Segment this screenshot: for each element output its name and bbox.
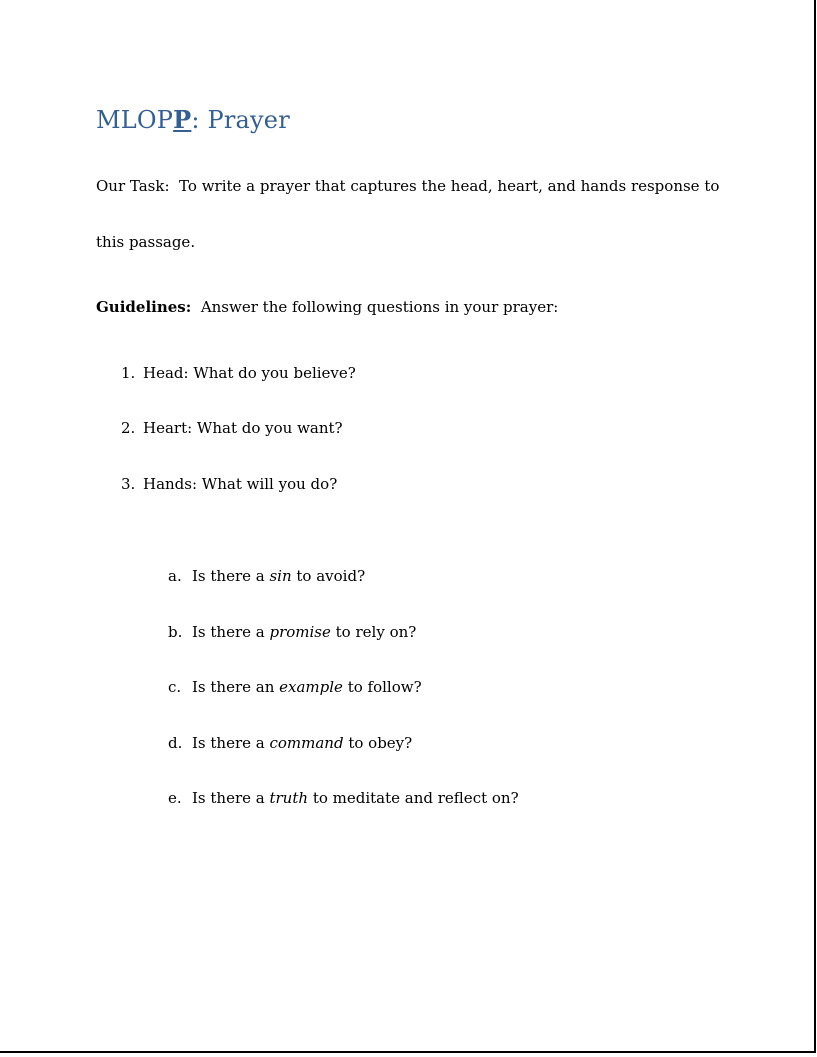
title-prefix: MLOP	[96, 106, 174, 134]
item-text-post: to avoid?	[291, 567, 366, 585]
item-text-post: to follow?	[342, 678, 422, 696]
list-item-marker: 2.	[121, 419, 136, 437]
list-item	[96, 364, 736, 383]
lettered-sub-list	[96, 530, 736, 845]
list-item	[96, 789, 736, 808]
numbered-list	[96, 327, 736, 531]
item-text-pre: Is there a	[192, 789, 270, 807]
item-text-pre: Is there a	[192, 622, 270, 641]
item-text-post: to rely on?	[330, 622, 417, 641]
list-item-text	[192, 623, 416, 642]
item-text-pre: Is there an	[192, 678, 280, 696]
list-item-text: Head: What do you believe?	[143, 363, 356, 382]
page-title	[96, 104, 736, 136]
item-keyword: promise	[269, 622, 331, 641]
list-item-marker: b.	[168, 622, 183, 641]
task-paragraph-line2: this passage.	[96, 232, 196, 251]
list-item-text: Hands: What will you do?	[143, 474, 338, 493]
list-item	[96, 678, 736, 697]
document-content	[96, 104, 736, 845]
list-item-marker: d.	[168, 733, 183, 752]
list-item-text	[192, 789, 519, 808]
page-border-right	[814, 0, 816, 1053]
guidelines-paragraph	[96, 298, 736, 317]
guidelines-text: Answer the following questions in your prayer:	[191, 298, 559, 316]
list-item-text	[192, 678, 422, 697]
item-text-pre: Is there a	[192, 733, 270, 752]
task-paragraph	[96, 140, 736, 288]
list-item	[96, 419, 736, 438]
list-item-text	[192, 567, 365, 586]
item-keyword: sin	[269, 567, 292, 585]
title-suffix: : Prayer	[191, 106, 290, 134]
list-item-marker: c.	[168, 678, 182, 696]
list-item-marker: a.	[168, 567, 182, 585]
list-item	[96, 734, 736, 753]
guidelines-label: Guidelines:	[96, 298, 192, 316]
list-item-marker: 1.	[121, 363, 136, 382]
list-item	[96, 567, 736, 586]
list-item-marker: e.	[168, 789, 182, 807]
task-paragraph-line1: Our Task: To write a prayer that captures the head, heart, and hands response to	[96, 177, 720, 195]
list-item	[96, 475, 736, 494]
list-item	[96, 623, 736, 642]
list-item-marker: 3.	[121, 474, 136, 493]
page-border-bottom	[0, 1051, 816, 1053]
list-item-text	[192, 734, 412, 753]
item-text-pre: Is there a	[192, 567, 270, 585]
title-emphasized-letter: P	[173, 105, 192, 134]
list-item-text: Heart: What do you want?	[143, 419, 343, 437]
item-keyword: truth	[269, 789, 309, 807]
item-text-post: to meditate and reflect on?	[308, 789, 519, 807]
item-keyword: command	[269, 733, 344, 752]
item-text-post: to obey?	[343, 733, 413, 752]
item-keyword: example	[279, 678, 343, 696]
